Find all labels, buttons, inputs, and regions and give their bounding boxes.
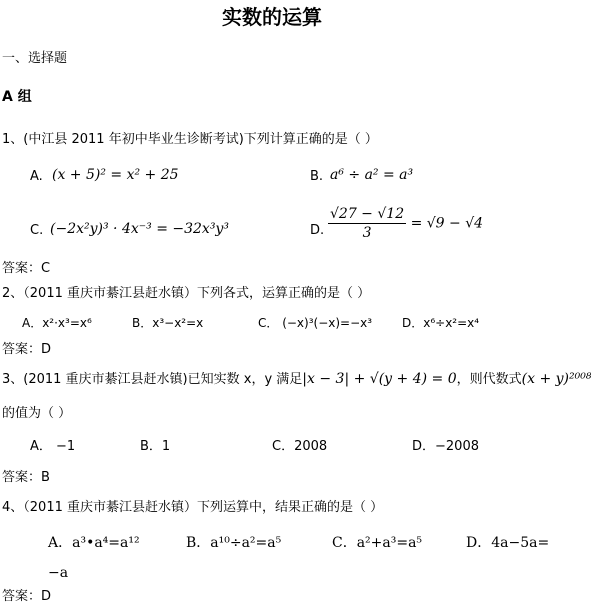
q4-option-d-continued: −a [48,565,69,581]
q2-option-b: B．x³−x²=x [132,316,204,330]
question-3-stem-line-1 [2,372,591,386]
q2-option-a: A．x²·x³=x⁶ [22,316,92,330]
q1-option-c-expression: (−2x²y)³ · 4x⁻³ = −32x³y³ [50,221,229,237]
q3-option-c: C．2008 [272,439,328,454]
question-3-stem-line-2: 的值为（ ） [2,406,72,421]
page-title: 实数的运算 [222,5,322,29]
question-2-stem: 2、（2011 重庆市綦江县赶水镇）下列各式，运算正确的是（ ） [2,286,371,301]
q2-option-d: D．x⁶÷x²=x⁴ [402,316,480,330]
question-4-answer: 答案：D [2,589,52,604]
q1-option-d-fraction [328,207,406,240]
q1-option-b-expression: a⁶ ÷ a² = a³ [330,167,414,183]
q3-expression: (x + y)²⁰⁰⁸ [521,371,591,387]
question-1-answer: 答案：C [2,261,51,276]
q3-condition: |x − 3| + √(y + 4) = 0 [302,371,457,387]
q4-option-c: C．a²+a³=a⁵ [332,535,423,551]
q4-option-a: A．a³•a⁴=a¹² [48,535,140,551]
question-3-answer: 答案：B [2,470,50,485]
q4-option-b: B．a¹⁰÷a²=a⁵ [186,535,282,551]
question-2-answer: 答案：D [2,342,52,357]
q3-option-b: B．1 [140,439,171,454]
q1-option-a-label: A. [30,169,43,184]
q3-stem-pre: 3、(2011 重庆市綦江县赶水镇)已知实数 x，y 满足 [2,372,303,387]
q1-option-b-label: B. [310,169,324,184]
q3-stem-mid: ，则代数式 [456,372,522,387]
q3-option-a: A． −1 [30,439,76,454]
q1-option-d-rest: = √9 − √4 [410,215,484,232]
q1-option-d-denominator: 3 [362,225,372,241]
q1-option-d-label: D. [310,223,325,238]
q1-option-a-expression: (x + 5)² = x² + 25 [52,167,179,183]
q2-option-c: C． (−x)³(−x)=−x³ [258,316,373,330]
q1-option-c-label: C. [30,223,44,238]
group-heading: A 组 [2,89,32,105]
q4-option-d: D．4a−5a= [466,535,550,551]
question-4-stem: 4、（2011 重庆市綦江县赶水镇）下列运算中，结果正确的是（ ） [2,500,384,515]
q3-option-d: D．−2008 [412,439,479,454]
question-1-stem: 1、(中江县 2011 年初中毕业生诊断考试)下列计算正确的是（ ） [2,132,378,147]
q1-option-d-numerator: √27 − √12 [330,206,405,222]
section-heading: 一、选择题 [2,51,68,66]
q1-option-d-expression [328,207,483,240]
